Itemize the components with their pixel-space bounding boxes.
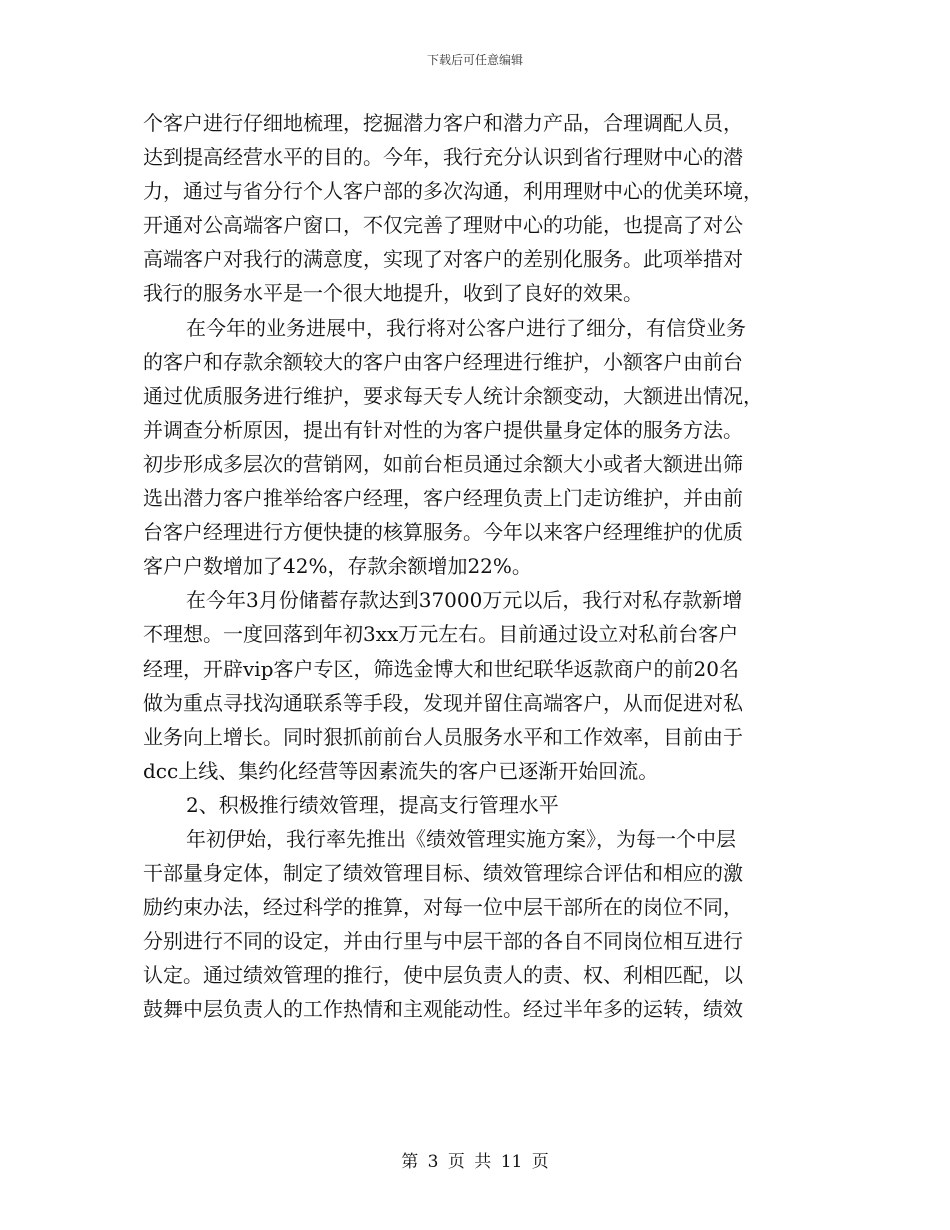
text-line: 励约束办法，经过科学的推算，对每一位中层干部所在的岗位不同， xyxy=(143,895,743,920)
text-line: 达到提高经营水平的目的。今年，我行充分认识到省行理财中心的潜 xyxy=(143,145,743,170)
text-line: 业务向上增长。同时狠抓前前台人员服务水平和工作效率，目前由于 xyxy=(143,724,743,749)
document-body xyxy=(143,106,803,1027)
text-line: 通过优质服务进行维护，要求每天专人统计余额变动，大额进出情况， xyxy=(143,383,763,408)
page-footer: 第 3 页 共 11 页 xyxy=(401,1152,549,1172)
text-line: 我行的服务水平是一个很大地提升，收到了良好的效果。 xyxy=(143,281,643,306)
page-header: 下载后可任意编辑 xyxy=(426,53,523,67)
text-line: 的客户和存款余额较大的客户由客户经理进行维护，小额客户由前台 xyxy=(143,349,743,374)
text-line: 认定。通过绩效管理的推行，使中层负责人的责、权、利相匹配，以 xyxy=(143,963,743,988)
text-line: 并调查分析原因，提出有针对性的为客户提供量身定体的服务方法。 xyxy=(143,417,743,442)
paragraph-first-line: 在今年3月份储蓄存款达到37000万元以后，我行对私存款新增 xyxy=(186,588,743,613)
paragraph-first-line: 年初伊始，我行率先推出《绩效管理实施方案》，为每一个中层 xyxy=(186,826,736,851)
text-line: 经理，开辟vip客户专区，筛选金博大和世纪联华返款商户的前20名 xyxy=(143,656,739,681)
text-line: dcc上线、集约化经营等因素流失的客户已逐渐开始回流。 xyxy=(143,758,659,783)
text-line: 开通对公高端客户窗口，不仅完善了理财中心的功能，也提高了对公 xyxy=(143,213,743,238)
text-line: 做为重点寻找沟通联系等手段，发现并留住高端客户，从而促进对私 xyxy=(143,690,743,715)
text-line: 鼓舞中层负责人的工作热情和主观能动性。经过半年多的运转，绩效 xyxy=(143,997,743,1022)
text-line: 干部量身定体，制定了绩效管理目标、绩效管理综合评估和相应的激 xyxy=(143,861,743,886)
text-line: 不理想。一度回落到年初3xx万元左右。目前通过设立对私前台客户 xyxy=(143,622,739,647)
text-line: 初步形成多层次的营销网，如前台柜员通过余额大小或者大额进出筛 xyxy=(143,451,743,476)
text-line: 台客户经理进行方便快捷的核算服务。今年以来客户经理维护的优质 xyxy=(143,520,743,545)
paragraph-first-line: 2、积极推行绩效管理，提高支行管理水平 xyxy=(186,792,559,817)
text-line: 力，通过与省分行个人客户部的多次沟通，利用理财中心的优美环境， xyxy=(143,179,763,204)
text-line: 高端客户对我行的满意度，实现了对客户的差别化服务。此项举措对 xyxy=(143,247,743,272)
paragraph-first-line: 在今年的业务进展中，我行将对公客户进行了细分，有信贷业务 xyxy=(186,315,746,340)
text-line: 个客户进行仔细地梳理，挖掘潜力客户和潜力产品，合理调配人员， xyxy=(143,111,743,135)
text-line: 分别进行不同的设定，并由行里与中层干部的各自不同岗位相互进行 xyxy=(143,929,743,954)
text-line: 选出潜力客户推举给客户经理，客户经理负责上门走访维护，并由前 xyxy=(143,486,743,511)
text-line: 客户户数增加了42%，存款余额增加22%。 xyxy=(143,554,532,579)
